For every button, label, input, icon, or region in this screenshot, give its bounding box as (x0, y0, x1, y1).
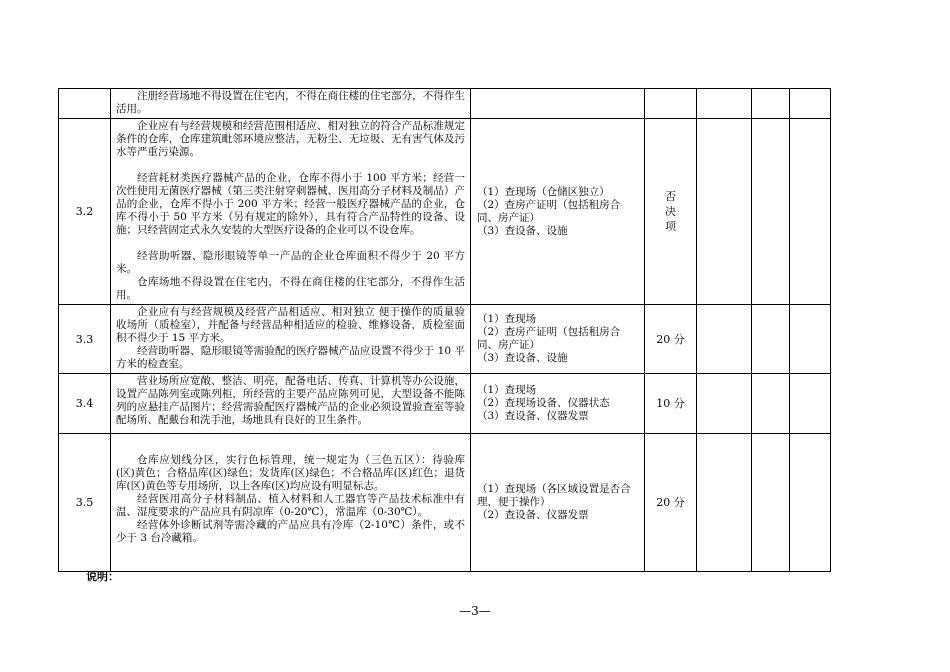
method-line: （1）查现场（各区域设置是否合理，便于操作） (477, 483, 631, 508)
requirement-cell (111, 434, 471, 572)
method-line: （1）查现场 (477, 313, 537, 325)
requirement-text: 经营助听器、隐形眼镜等需验配的医疗器械产品应设置不得少于 10 平方米的检查室。 (116, 345, 465, 370)
blank-cell (752, 434, 790, 572)
blank-cell (752, 89, 790, 119)
blank-cell (697, 305, 752, 374)
requirement-text: 企业应有与经营规模和经营范围相适应、相对独立的符合产品标准规定条件的仓库，仓库建筑毗邻环境应整洁，无粉尘、无垃圾、无有害气体及污水等严重污染源。 (116, 120, 465, 158)
page-number: —3— (459, 604, 491, 618)
requirement-text: 经营体外诊断试剂等需冷藏的产品应具有冷库（2-10℃）条件，或不少于 3 台冷藏箱。 (116, 519, 465, 544)
blank-cell (790, 305, 831, 374)
requirement-cell (111, 305, 471, 374)
method-cell (471, 89, 645, 119)
method-cell (471, 305, 645, 374)
requirement-text: 仓库应划线分区，实行色标管理，统一规定为（三色五区）：待验库(区)黄色；合格品库(区)绿色；发货库(区)绿色；不合格品库(区)红色；退货库(区)黄色等专用场所，以上各库(区)均应设有明显标志。 (116, 454, 465, 492)
note-label: 说明： (86, 570, 119, 583)
blank-cell (790, 119, 831, 305)
blank-cell (790, 374, 831, 434)
blank-cell (697, 434, 752, 572)
blank-cell (752, 305, 790, 374)
requirement-text: 企业应有与经营规模及经营产品相适应、相对独立 便于操作的质量验收场所（质检室），并配备与经营品种相适应的检验、维修设备，质检室面积不得少于 15 平方米。 (116, 306, 465, 344)
score-cell: 20 分 (645, 305, 697, 374)
inspection-table (58, 88, 831, 572)
blank-cell (697, 119, 752, 305)
blank-cell (697, 374, 752, 434)
requirement-text: 经营耗材类医疗器械产品的企业，仓库不得小于 100 平方米；经营一次性使用无菌医疗器械（第三类注射穿刺器械、医用高分子材料及制品）产品的企业，仓库不得小于 200 平方米；经营一般医疗器械产品的企业，仓库不得小于 50 平方米（另有规定的除外），具有符合产品特性的设备、设施；只经营固定式永久安装的大型医疗设备的企业可以不设仓库。 (116, 172, 465, 236)
requirement-cell (111, 89, 471, 119)
veto-label: 否决项 (665, 190, 676, 233)
score-cell (645, 119, 697, 305)
requirement-text: 营业场所应宽敞、整洁、明亮，配备电话、传真、计算机等办公设施，设置产品陈列室或陈列柜，所经营的主要产品应陈列可见，大型设备不能陈列的应悬挂产品图片；经营需验配医疗器械产品的企业必须设置验查室等验配场所、配戴台和洗手池，场地具有良好的卫生条件。 (116, 375, 465, 426)
method-line: （2）查现场设备、仪器状态 (477, 397, 610, 409)
method-line: （3）查设备、设施 (477, 224, 568, 237)
item-number (59, 89, 111, 119)
requirement-text: 经营医用高分子材料制品、植入材料和人工器官等产品技术标准中有温、湿度要求的产品应具有阴凉库（0-20℃），常温库（0-30℃）。 (116, 493, 465, 518)
item-number: 3.2 (59, 119, 111, 305)
table-row (59, 374, 831, 434)
method-line: （2）查房产证明（包括租房合同、房产证） (477, 198, 621, 224)
requirement-cell (111, 119, 471, 305)
method-cell (471, 119, 645, 305)
method-cell (471, 374, 645, 434)
requirement-cell (111, 374, 471, 434)
method-line: （1）查现场 (477, 384, 537, 396)
score-cell: 20 分 (645, 434, 697, 572)
blank-cell (752, 374, 790, 434)
blank-cell (697, 89, 752, 119)
blank-cell (752, 119, 790, 305)
item-number: 3.5 (59, 434, 111, 572)
table-row (59, 119, 831, 305)
requirement-text: 经营助听器、隐形眼镜等单一产品的企业仓库面积不得少于 20 平方米。 (116, 250, 465, 275)
score-cell (645, 89, 697, 119)
method-line: （3）查设备、仪器发票 (477, 410, 589, 422)
method-line: （2）查房产证明（包括租房合同、房产证） (477, 326, 621, 351)
score-cell: 10 分 (645, 374, 697, 434)
table-row (59, 89, 831, 119)
requirement-text: 仓库场地不得设置在住宅内，不得在商住楼的住宅部分，不得作生活用。 (116, 276, 465, 301)
table-row (59, 434, 831, 572)
blank-cell (790, 434, 831, 572)
item-number: 3.4 (59, 374, 111, 434)
blank-cell (790, 89, 831, 119)
table-row (59, 305, 831, 374)
method-line: （1）查现场（仓储区独立） (477, 185, 610, 198)
method-cell (471, 434, 645, 572)
item-number: 3.3 (59, 305, 111, 374)
method-line: （2）查设备、仪器发票 (477, 509, 589, 521)
method-line: （3）查设备、设施 (477, 352, 568, 364)
requirement-text: 注册经营场地不得设置在住宅内，不得在商住楼的住宅部分，不得作生活用。 (116, 90, 465, 115)
